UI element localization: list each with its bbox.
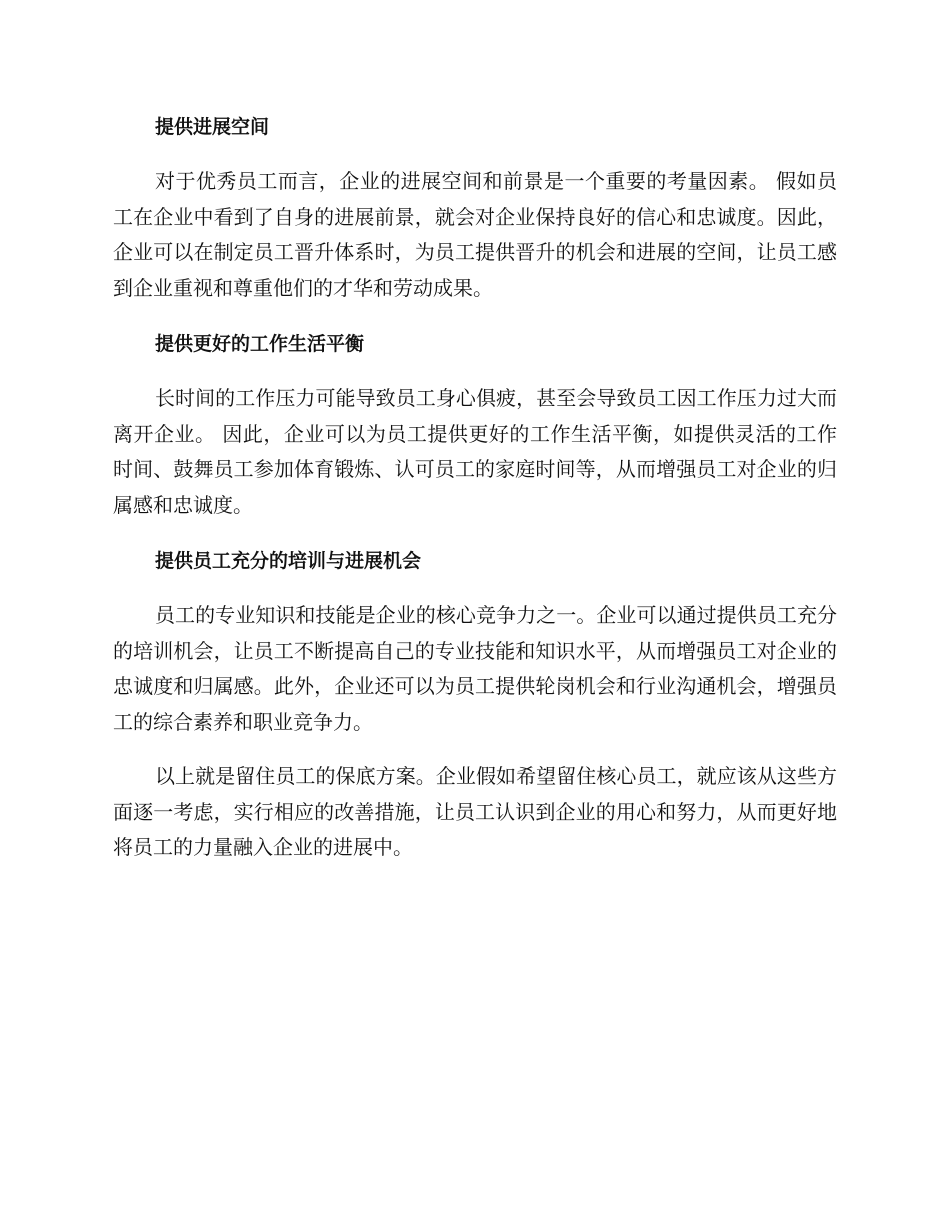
section-paragraph: 长时间的工作压力可能导致员工身心俱疲，甚至会导致员工因工作压力过大而离开企业。 因此，企业可以为员工提供更好的工作生活平衡，如提供灵活的工作时间、鼓舞员工参加体育锻炼、认可员工的家庭时间等，从而增强员工对企业的归属感和忠诚度。 bbox=[113, 386, 837, 517]
section-heading: 提供更好的工作生活平衡 bbox=[155, 333, 365, 355]
section-heading: 提供进展空间 bbox=[155, 116, 270, 138]
document-page bbox=[113, 108, 837, 866]
conclusion-paragraph: 以上就是留住员工的保底方案。企业假如希望留住核心员工，就应该从这些方面逐一考虑，实行相应的改善措施，让员工认识到企业的用心和努力，从而更好地将员工的力量融入企业的进展中。 bbox=[113, 764, 837, 859]
section-heading: 提供员工充分的培训与进展机会 bbox=[155, 550, 422, 572]
section-paragraph: 员工的专业知识和技能是企业的核心竞争力之一。企业可以通过提供员工充分的培训机会，让员工不断提高自己的专业技能和知识水平，从而增强员工对企业的忠诚度和归属感。此外，企业还可以为员工提供轮岗机会和行业沟通机会，增强员工的综合素养和职业竞争力。 bbox=[113, 603, 837, 734]
section-paragraph: 对于优秀员工而言，企业的进展空间和前景是一个重要的考量因素。 假如员工在企业中看到了自身的进展前景，就会对企业保持良好的信心和忠诚度。因此，企业可以在制定员工晋升体系时，为员工提供晋升的机会和进展的空间，让员工感到企业重视和尊重他们的才华和劳动成果。 bbox=[113, 169, 837, 300]
